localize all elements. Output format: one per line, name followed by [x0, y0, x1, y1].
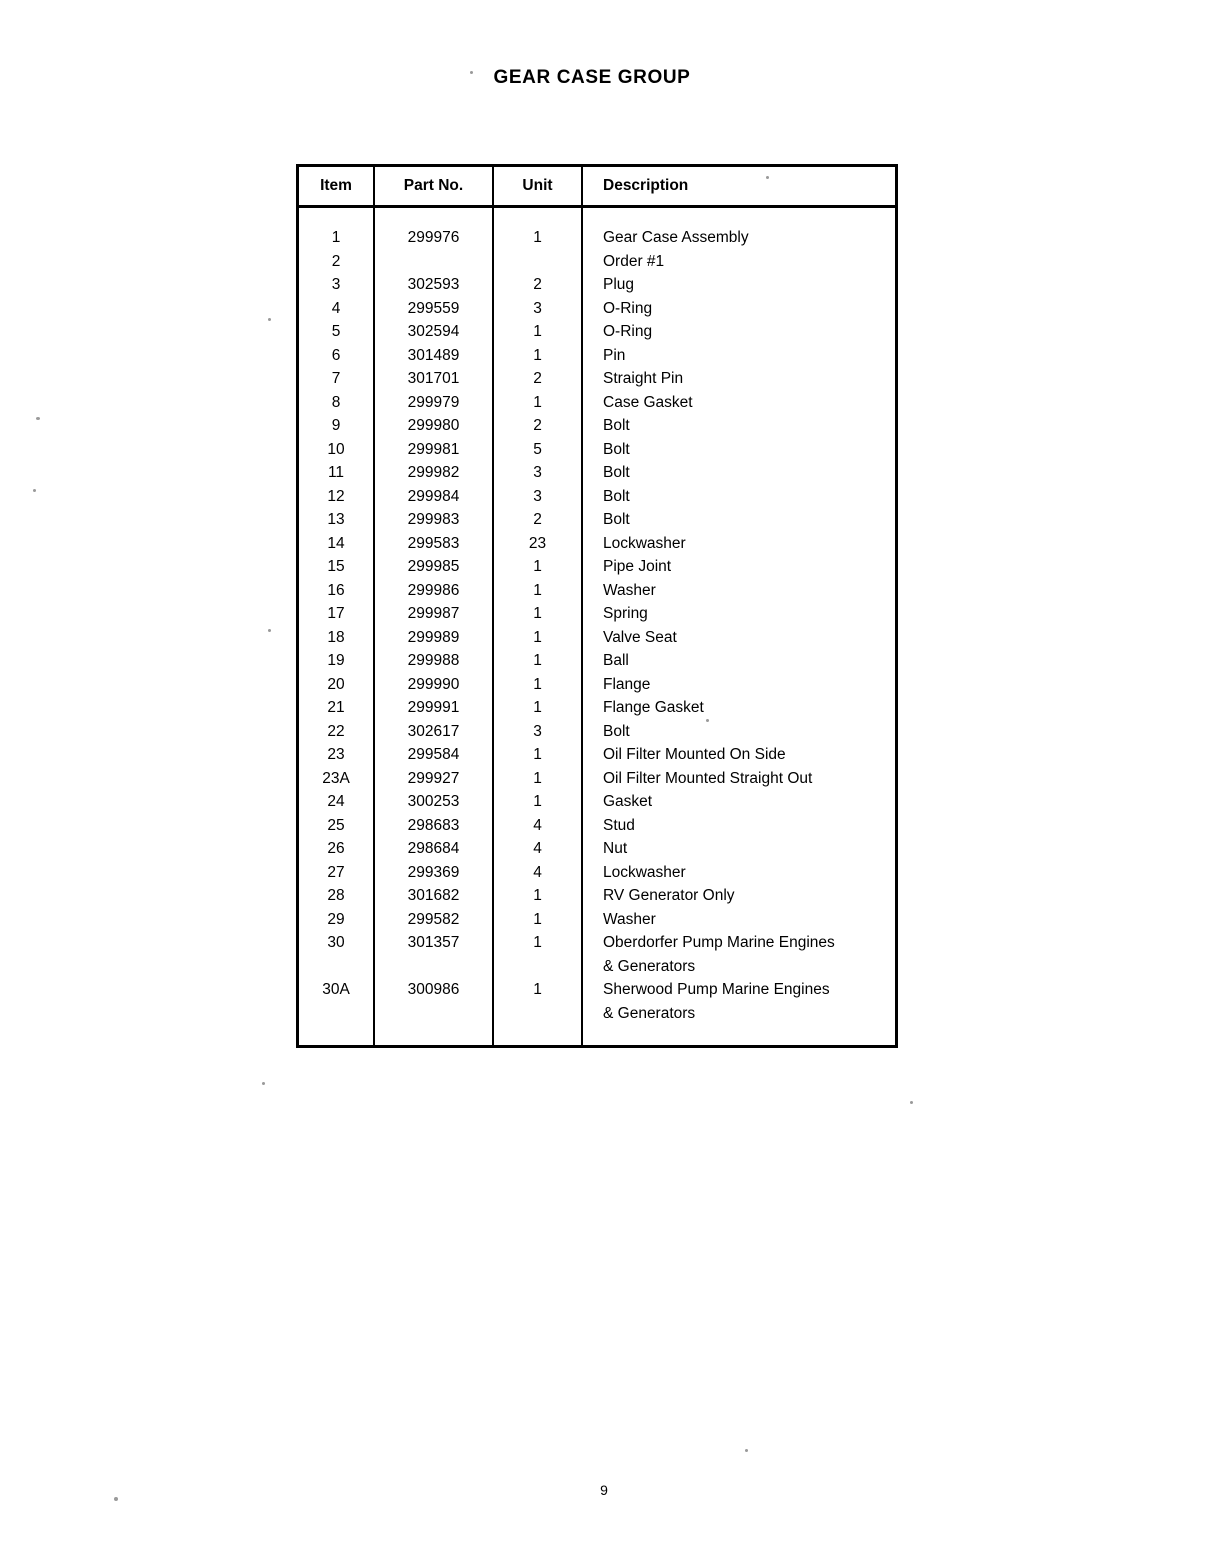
cell-unit: 1 [493, 626, 582, 650]
table-row [299, 344, 895, 368]
page-number [0, 1483, 1208, 1497]
column-header-unit: Unit [493, 167, 582, 207]
cell-unit: 2 [493, 508, 582, 532]
cell-description: Straight Pin [603, 370, 684, 388]
cell-description: & Generators [603, 957, 696, 975]
cell-part-no: 299984 [374, 485, 493, 509]
cell-part-no: 299980 [374, 414, 493, 438]
cell-item: 30A [299, 978, 374, 1002]
cell-part-no: 302617 [374, 720, 493, 744]
cell-part-no: 299976 [374, 226, 493, 250]
cell-description: & Generators [603, 1004, 696, 1022]
cell-part-no [374, 1002, 493, 1026]
cell-part-no: 299584 [374, 743, 493, 767]
cell-item: 9 [299, 414, 374, 438]
cell-item: 21 [299, 696, 374, 720]
cell-item [299, 955, 374, 979]
cell-part-no: 298683 [374, 814, 493, 838]
cell-item: 25 [299, 814, 374, 838]
table-row [299, 438, 895, 462]
cell-unit: 23 [493, 532, 582, 556]
cell-part-no: 299582 [374, 908, 493, 932]
table-row [299, 837, 895, 861]
cell-unit: 1 [493, 673, 582, 697]
cell-part-no: 299988 [374, 649, 493, 673]
cell-item: 27 [299, 861, 374, 885]
page-title-text: GEAR CASE GROUP [493, 67, 691, 88]
cell-item: 23 [299, 743, 374, 767]
cell-part-no: 298684 [374, 837, 493, 861]
cell-unit: 1 [493, 226, 582, 250]
cell-unit: 3 [493, 297, 582, 321]
scan-speck [114, 1497, 118, 1501]
cell-part-no [374, 955, 493, 979]
table-row [299, 1002, 895, 1026]
cell-item: 26 [299, 837, 374, 861]
scan-speck [268, 629, 271, 632]
cell-item: 3 [299, 273, 374, 297]
table-row [299, 297, 895, 321]
parts-table-container [296, 164, 898, 1048]
cell-description: Bolt [603, 464, 630, 482]
cell-description [582, 1025, 895, 1045]
cell-part-no: 299987 [374, 602, 493, 626]
table-row [299, 273, 895, 297]
cell-part-no: 300253 [374, 790, 493, 814]
page-title [0, 68, 1208, 87]
scan-speck [745, 1449, 748, 1452]
cell-item [299, 1002, 374, 1026]
cell-description: Washer [603, 910, 656, 928]
table-row [299, 602, 895, 626]
cell-unit: 3 [493, 485, 582, 509]
cell-description: Valve Seat [603, 628, 677, 646]
cell-item: 1 [299, 226, 374, 250]
cell-description: Gear Case Assembly [603, 229, 749, 247]
cell-unit: 1 [493, 884, 582, 908]
cell-description: Plug [603, 276, 635, 294]
cell-unit [493, 1025, 582, 1045]
cell-item: 22 [299, 720, 374, 744]
cell-item [299, 207, 374, 227]
table-row [299, 790, 895, 814]
page-number-text: 9 [600, 1482, 608, 1498]
scan-speck [33, 489, 36, 492]
cell-unit: 1 [493, 391, 582, 415]
scan-speck [36, 417, 40, 420]
table-body [299, 207, 895, 1046]
cell-item: 12 [299, 485, 374, 509]
table-row [299, 226, 895, 250]
cell-unit: 1 [493, 931, 582, 955]
cell-part-no: 299981 [374, 438, 493, 462]
cell-description: Nut [603, 840, 628, 858]
cell-unit: 1 [493, 344, 582, 368]
cell-part-no: 301357 [374, 931, 493, 955]
table-row [299, 696, 895, 720]
cell-part-no [374, 207, 493, 227]
table-row [299, 391, 895, 415]
table-row [299, 555, 895, 579]
cell-description: Gasket [603, 793, 653, 811]
cell-item: 17 [299, 602, 374, 626]
table-row [299, 649, 895, 673]
cell-item: 20 [299, 673, 374, 697]
cell-unit: 4 [493, 837, 582, 861]
cell-item: 4 [299, 297, 374, 321]
cell-description: Sherwood Pump Marine Engines [603, 981, 830, 999]
cell-part-no: 299979 [374, 391, 493, 415]
cell-item: 10 [299, 438, 374, 462]
cell-description: Bolt [603, 722, 630, 740]
cell-part-no: 301489 [374, 344, 493, 368]
table-row [299, 508, 895, 532]
cell-part-no: 299559 [374, 297, 493, 321]
cell-description: Flange Gasket [603, 699, 704, 717]
cell-part-no: 300986 [374, 978, 493, 1002]
cell-part-no: 299990 [374, 673, 493, 697]
cell-description: O-Ring [603, 323, 653, 341]
cell-unit: 1 [493, 649, 582, 673]
cell-item: 30 [299, 931, 374, 955]
cell-description: O-Ring [603, 299, 653, 317]
cell-description: Lockwasher [603, 534, 686, 552]
table-header-row [299, 167, 895, 207]
table-row [299, 814, 895, 838]
cell-unit: 2 [493, 273, 582, 297]
cell-description: Pipe Joint [603, 558, 672, 576]
table-row [299, 908, 895, 932]
cell-description: Oberdorfer Pump Marine Engines [603, 934, 835, 952]
table-row [299, 626, 895, 650]
cell-part-no: 302594 [374, 320, 493, 344]
table-row [299, 414, 895, 438]
cell-description: RV Generator Only [603, 887, 735, 905]
cell-item: 16 [299, 579, 374, 603]
cell-unit: 4 [493, 861, 582, 885]
cell-part-no: 299982 [374, 461, 493, 485]
table-row [299, 485, 895, 509]
cell-unit: 2 [493, 414, 582, 438]
column-header-item: Item [299, 167, 374, 207]
cell-unit [493, 955, 582, 979]
table-row [299, 743, 895, 767]
cell-part-no: 299985 [374, 555, 493, 579]
cell-unit [493, 207, 582, 227]
table-row [299, 861, 895, 885]
cell-description: Bolt [603, 417, 630, 435]
cell-item: 6 [299, 344, 374, 368]
cell-unit [493, 1002, 582, 1026]
parts-table [299, 167, 895, 1045]
cell-unit: 1 [493, 767, 582, 791]
cell-unit: 3 [493, 461, 582, 485]
cell-description: Bolt [603, 440, 630, 458]
cell-item [299, 1025, 374, 1045]
scan-speck [706, 719, 709, 722]
table-header [299, 167, 895, 207]
cell-description: Stud [603, 816, 635, 834]
cell-description: Lockwasher [603, 863, 686, 881]
cell-item: 24 [299, 790, 374, 814]
cell-description: Ball [603, 652, 629, 670]
cell-unit: 1 [493, 579, 582, 603]
cell-part-no: 302593 [374, 273, 493, 297]
cell-item: 29 [299, 908, 374, 932]
cell-description: Flange [603, 675, 651, 693]
cell-item: 8 [299, 391, 374, 415]
cell-item: 28 [299, 884, 374, 908]
table-row [299, 931, 895, 955]
cell-part-no: 299927 [374, 767, 493, 791]
cell-description: Washer [603, 581, 656, 599]
cell-unit: 1 [493, 743, 582, 767]
table-row [299, 884, 895, 908]
cell-item: 11 [299, 461, 374, 485]
scan-speck [766, 176, 769, 179]
table-row [299, 532, 895, 556]
cell-part-no: 299369 [374, 861, 493, 885]
cell-description [582, 207, 895, 227]
cell-description: Bolt [603, 487, 630, 505]
scan-speck [262, 1082, 265, 1085]
cell-description: Oil Filter Mounted On Side [603, 746, 786, 764]
column-header-part-no: Part No. [374, 167, 493, 207]
cell-item: 18 [299, 626, 374, 650]
cell-unit: 1 [493, 602, 582, 626]
cell-description: Bolt [603, 511, 630, 529]
cell-description: Oil Filter Mounted Straight Out [603, 769, 813, 787]
cell-unit: 1 [493, 696, 582, 720]
cell-item: 7 [299, 367, 374, 391]
cell-unit: 3 [493, 720, 582, 744]
table-row [299, 978, 895, 1002]
cell-description: Case Gasket [603, 393, 693, 411]
table-spacer-row [299, 207, 895, 227]
cell-item: 15 [299, 555, 374, 579]
cell-part-no [374, 250, 493, 274]
table-row [299, 579, 895, 603]
cell-unit: 1 [493, 555, 582, 579]
cell-unit: 2 [493, 367, 582, 391]
table-row [299, 320, 895, 344]
cell-unit: 1 [493, 978, 582, 1002]
cell-unit: 1 [493, 908, 582, 932]
table-row [299, 461, 895, 485]
cell-unit: 1 [493, 320, 582, 344]
table-row [299, 250, 895, 274]
cell-unit: 4 [493, 814, 582, 838]
table-row [299, 767, 895, 791]
scan-speck [268, 318, 271, 321]
table-row [299, 720, 895, 744]
cell-unit: 1 [493, 790, 582, 814]
cell-part-no: 299989 [374, 626, 493, 650]
cell-unit [493, 250, 582, 274]
table-row [299, 673, 895, 697]
cell-part-no: 301701 [374, 367, 493, 391]
cell-item: 14 [299, 532, 374, 556]
table-row [299, 955, 895, 979]
cell-part-no: 299583 [374, 532, 493, 556]
table-spacer-row [299, 1025, 895, 1045]
scan-speck [910, 1101, 913, 1104]
cell-part-no: 299991 [374, 696, 493, 720]
scan-speck [470, 71, 473, 74]
cell-description: Order #1 [603, 252, 665, 270]
cell-part-no: 299983 [374, 508, 493, 532]
cell-item: 2 [299, 250, 374, 274]
cell-item: 19 [299, 649, 374, 673]
column-header-description: Description [582, 167, 895, 207]
cell-item: 5 [299, 320, 374, 344]
cell-part-no [374, 1025, 493, 1045]
cell-description: Spring [603, 605, 648, 623]
cell-description: Pin [603, 346, 626, 364]
cell-item: 23A [299, 767, 374, 791]
table-row [299, 367, 895, 391]
cell-item: 13 [299, 508, 374, 532]
cell-part-no: 299986 [374, 579, 493, 603]
cell-part-no: 301682 [374, 884, 493, 908]
cell-unit: 5 [493, 438, 582, 462]
